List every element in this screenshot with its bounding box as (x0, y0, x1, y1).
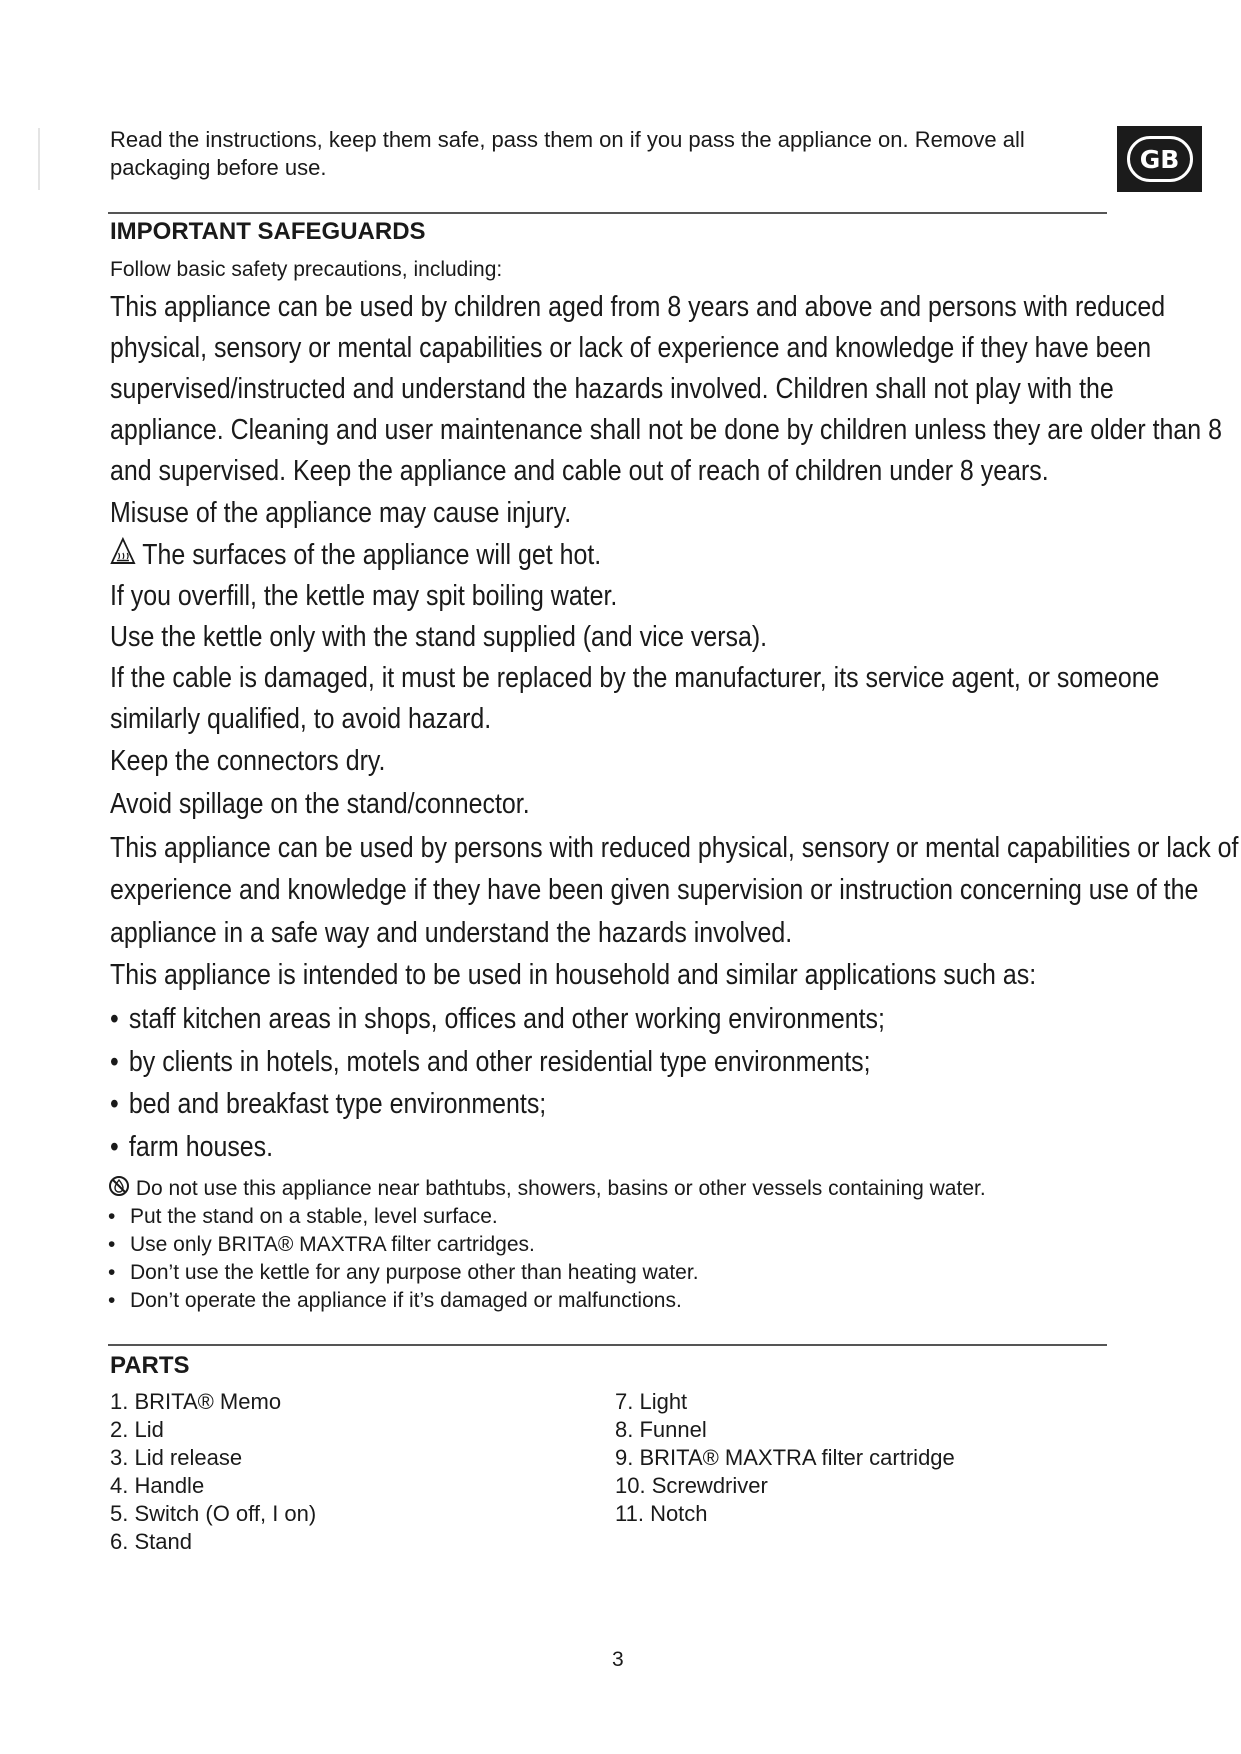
no-water-warning: Do not use this appliance near bathtubs, showers, basins or other vessels containing water. (108, 1175, 986, 1204)
part-item: 4. Handle (110, 1473, 205, 1498)
safeguard-line: If the cable is damaged, it must be replaced by the manufacturer, its service agent, or someone (110, 662, 1160, 694)
part-item: 7. Light (615, 1389, 688, 1414)
safety-bullet: • Use only BRITA® MAXTRA filter cartridges. (108, 1233, 535, 1256)
safeguard-line: supervised/instructed and understand the hazards involved. Children shall not play with the (110, 373, 1114, 405)
part-item: 3. Lid release (110, 1445, 243, 1470)
page-number: 3 (612, 1648, 624, 1671)
safeguard-line: If you overfill, the kettle may spit boiling water. (110, 580, 618, 612)
section-divider (108, 1344, 1107, 1346)
safeguards-heading: IMPORTANT SAFEGUARDS (110, 218, 426, 245)
part-item: 6. Stand (110, 1529, 192, 1554)
part-item: 5. Switch (O off, I on) (110, 1501, 317, 1526)
parts-list-right (615, 1388, 955, 1528)
use-list-item: • bed and breakfast type environments; (110, 1088, 547, 1120)
safeguard-line: similarly qualified, to avoid hazard. (110, 703, 492, 735)
part-item: 11. Notch (615, 1501, 708, 1526)
part-item: 8. Funnel (615, 1417, 707, 1442)
parts-heading: PARTS (110, 1352, 190, 1379)
country-badge (1117, 126, 1202, 192)
safeguards-subheading: Follow basic safety precautions, including: (110, 258, 503, 281)
hot-surface-warning-icon (110, 536, 136, 576)
part-item: 10. Screwdriver (615, 1473, 768, 1498)
safeguard-line: appliance. Cleaning and user maintenance shall not be done by children unless they are older than 8 (110, 414, 1222, 446)
country-badge-label: GB (1139, 144, 1180, 174)
no-water-icon (108, 1175, 130, 1204)
section-divider (108, 212, 1107, 214)
safeguard-line: Avoid spillage on the stand/connector. (110, 788, 530, 820)
part-item: 9. BRITA® MAXTRA filter cartridge (615, 1445, 955, 1470)
country-badge-ring (1127, 136, 1193, 182)
safeguard-line: physical, sensory or mental capabilities or lack of experience and knowledge if they have been (110, 332, 1152, 364)
use-list-item: • by clients in hotels, motels and other residential type environments; (110, 1046, 871, 1078)
safeguard-line-hot: The surfaces of the appliance will get hot. (110, 535, 681, 575)
parts-list-left (110, 1388, 316, 1556)
part-item: 1. BRITA® Memo (110, 1389, 282, 1414)
intro-text: Read the instructions, keep them safe, pass them on if you pass the appliance on. Remove all packaging before use. (110, 127, 1025, 180)
left-margin-rule (38, 128, 40, 190)
safeguard-line: Misuse of the appliance may cause injury. (110, 497, 572, 529)
safeguard-line: appliance in a safe way and understand the hazards involved. (110, 917, 793, 949)
safeguard-line: experience and knowledge if they have been given supervision or instruction concerning use of the (110, 874, 1199, 906)
use-list-item: • staff kitchen areas in shops, offices and other working environments; (110, 1003, 885, 1035)
safeguard-line: and supervised. Keep the appliance and cable out of reach of children under 8 years. (110, 455, 1049, 487)
safety-bullet: • Don’t use the kettle for any purpose other than heating water. (108, 1261, 699, 1284)
safeguard-line: This appliance is intended to be used in household and similar applications such as: (110, 959, 1037, 991)
safeguard-line: Use the kettle only with the stand supplied (and vice versa). (110, 621, 768, 653)
safeguard-line: This appliance can be used by children aged from 8 years and above and persons with reduced (110, 291, 1166, 323)
part-item: 2. Lid (110, 1417, 164, 1442)
safety-bullet: • Don’t operate the appliance if it’s damaged or malfunctions. (108, 1289, 682, 1312)
safeguard-line: This appliance can be used by persons with reduced physical, sensory or mental capabilities or lack of (110, 832, 1239, 864)
safeguard-line: Keep the connectors dry. (110, 745, 386, 777)
use-list-item: • farm houses. (110, 1131, 274, 1163)
safety-bullet: • Put the stand on a stable, level surface. (108, 1205, 498, 1228)
